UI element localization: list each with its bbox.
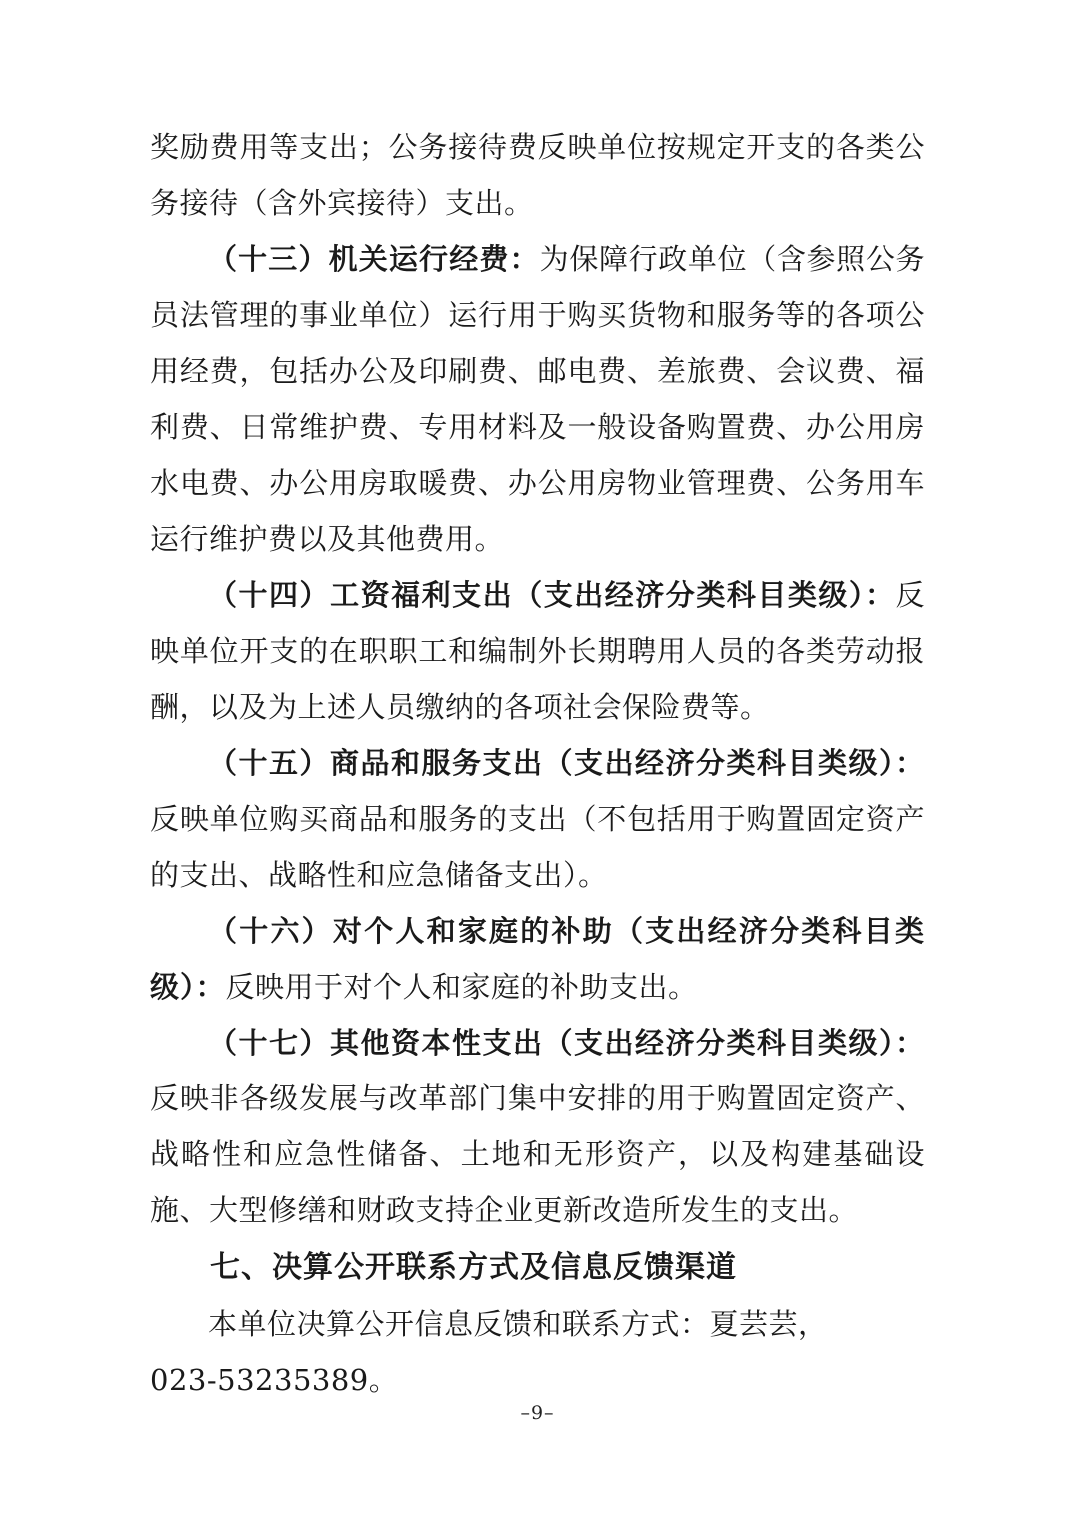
paragraph-item-17 [150,1016,925,1240]
paragraph-contact [150,1297,925,1353]
paragraph-item-14 [150,568,925,736]
page-number: –9– [520,1402,555,1424]
paragraph-text: 奖励费用等支出；公务接待费反映单位按规定开支的各类公务接待（含外宾接待）支出。 [150,130,925,220]
paragraph-text: 反映非各级发展与改革部门集中安排的用于购置固定资产、战略性和应急性储备、土地和无形资产，以及构建基础设施、大型修缮和财政支持企业更新改造所发生的支出。 [150,1081,925,1228]
paragraph-lead: （十五）商品和服务支出（支出经济分类科目类级）： [208,745,925,780]
paragraph-phone [150,1353,925,1409]
paragraph-lead: （十七）其他资本性支出（支出经济分类科目类级）： [208,1025,925,1060]
paragraph-text: 为保障行政单位（含参照公务员法管理的事业单位）运行用于购买货物和服务等的各项公用经费，包括办公及印刷费、邮电费、差旅费、会议费、福利费、日常维护费、专用材料及一般设备购置费、办公用房水电费、办公用房取暖费、办公用房物业管理费、公务用车运行维护费以及其他费用。 [150,241,925,556]
paragraph-text: 本单位决算公开信息反馈和联系方式：夏芸芸， [208,1307,828,1342]
paragraph-item-13 [150,232,925,568]
document-body [150,120,925,1409]
paragraph-continued [150,120,925,232]
paragraph-text: 反映单位购买商品和服务的支出（不包括用于购置固定资产的支出、战略性和应急储备支出）。 [150,801,925,892]
paragraph-lead: （十三）机关运行经费： [208,241,540,276]
paragraph-item-15 [150,736,925,904]
paragraph-text: 023-53235389。 [150,1363,399,1398]
paragraph-lead: （十六）对个人和家庭的补助（支出经济分类科目类级）： [150,913,925,1004]
paragraph-text: 反映单位开支的在职职工和编制外长期聘用人员的各类劳动报酬，以及为上述人员缴纳的各项社会保险费等。 [150,577,925,724]
paragraph-text: 反映用于对个人和家庭的补助支出。 [225,969,698,1004]
paragraph-lead: （十四）工资福利支出（支出经济分类科目类级）： [208,577,896,612]
paragraph-item-16 [150,904,925,1016]
section-heading-7: 七、决算公开联系方式及信息反馈渠道 [210,1250,737,1286]
